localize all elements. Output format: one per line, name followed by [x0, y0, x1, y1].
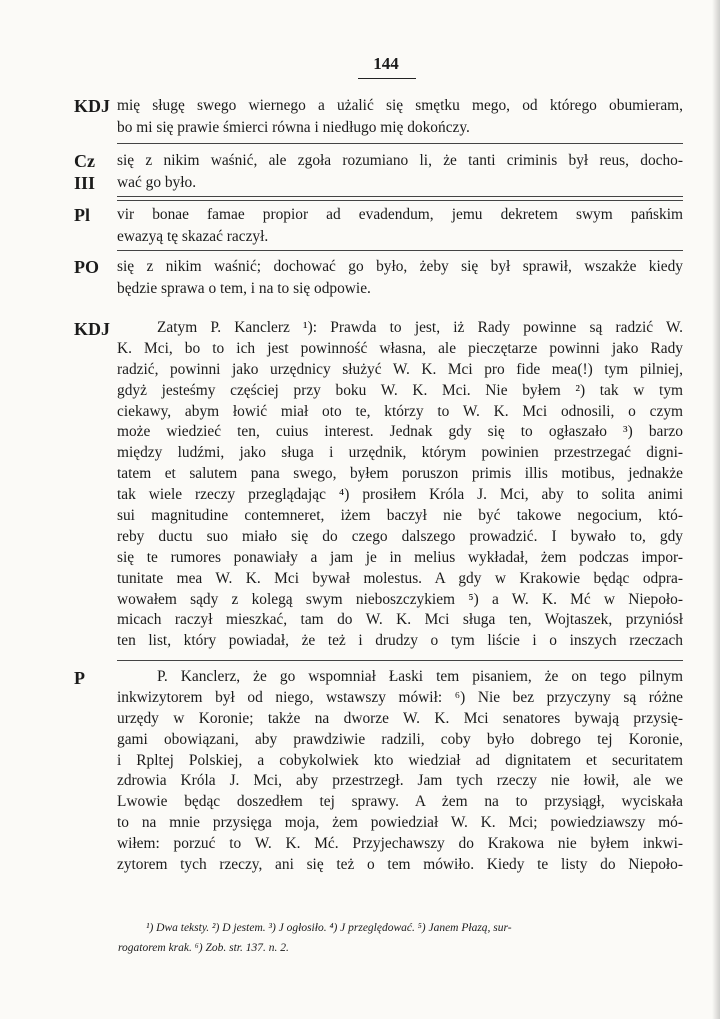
text-line: ten list, który powiadał, że też i drudzy o tym liście i o inszych rzeczach [117, 632, 683, 650]
text-line: wać go było. [117, 174, 197, 191]
variant-text-po [117, 256, 683, 300]
scan-edge-shadow [712, 0, 720, 1019]
main-text-kdj [117, 318, 683, 652]
text-line: P. Kanclerz, że go wspomniał Łaski tem pisaniem, że on tego pilnym [157, 668, 683, 685]
text-line: się te rumores ponawiały a jam je in melius wykładał, żem podczas impor- [117, 548, 683, 566]
text-line: to na mnie przysięga moja, żem powiedział W. K. Mci; powiedziawszy mó- [117, 814, 683, 832]
footnotes [118, 918, 684, 958]
siglum-kdj-variant [74, 95, 118, 117]
text-line: Zatym P. Kanclerz ¹): Prawda to jest, iż Rady powinne są radzić W. [157, 319, 683, 336]
text-line: się z nikim waśnić, ale zgoła rozumiano li, że tanti criminis był reus, docho- [117, 152, 683, 169]
siglum-po [74, 256, 118, 278]
variant-text-cz [117, 150, 683, 194]
text-line: mię sługę swego wiernego a użalić się smętku mego, od którego obumieram, [117, 97, 683, 114]
text-line: tak wiele rzeczy przeglądając ⁴) prosiłem Króla J. Mci, aby to solita animi [117, 486, 683, 504]
text-line: urzędy w Koronie; także na dworze W. K. Mci senatores bywają przysię- [117, 709, 683, 727]
text-line: będzie sprawa o tem, i na to się odpowie. [117, 280, 371, 297]
text-line: zdrowia Króla J. Mci, aby przestrzegł. Jam tych rzeczy nie łowił, ale we [117, 772, 683, 790]
page-number-underline [358, 78, 416, 79]
siglum-label: Cz [74, 151, 95, 171]
text-line: się z nikim waśnić; dochować go było, żeby się był sprawił, wszakże kiedy [117, 258, 683, 275]
siglum-cz-iii [74, 150, 118, 194]
footnote-line: ¹) Dwa teksty. ²) D jestem. ³) J ogłosiło. ⁴) J przeględować. ⁵) Janem Płazą, sur- [146, 922, 512, 934]
siglum-kdj-main [74, 318, 118, 340]
divider [117, 660, 683, 661]
siglum-label: PO [74, 257, 99, 277]
siglum-label: P [74, 668, 85, 688]
text-line: i Rpltej Polskiej, a cobykolwiek kto wiedział ad dignitatem et securitatem [117, 751, 683, 769]
text-line: wiłem: porzuć to W. K. Mć. Przyjechawszy do Krakowa nie byłem inkwi- [117, 835, 683, 853]
text-line: micach raczył mieszkać, tam do W. K. Mci sługa ten, Wojtaszek, przyniósł [117, 611, 683, 629]
siglum-label: KDJ [74, 96, 110, 116]
text-line: między ludźmi, jako sługa i urzędnik, którym powinien przestrzegać digni- [117, 444, 683, 462]
siglum-pl [74, 204, 118, 226]
text-line: tunitate mea W. K. Mci bywał molestus. A gdy w Krakowie będąc odpra- [117, 569, 683, 587]
text-line: K. Mci, bo to ich jest powinność własna, ale pieczętarze powinni jako Rady [117, 339, 683, 357]
siglum-label: KDJ [74, 319, 110, 339]
siglum-p [74, 667, 118, 689]
siglum-label: Pl [74, 205, 90, 225]
divider [117, 143, 683, 144]
text-line: Lwowie będąc doszedłem tej sprawy. A żem na to przysiągł, wyciskała [117, 793, 683, 811]
text-line: vir bonae famae propior ad evadendum, jemu dekretem swym pańskim [117, 206, 683, 223]
variant-text-kdj [117, 95, 683, 139]
variant-text-pl [117, 204, 683, 248]
text-line: tatem et salutem pana swego, byłem poruszon primis illis motibus, jednakże [117, 465, 683, 483]
divider [117, 196, 683, 201]
footnote-line: rogatorem krak. ⁶) Zob. str. 137. n. 2. [118, 942, 289, 954]
text-line: ewazyą tę skazać raczył. [117, 228, 269, 245]
text-line: gdyż jesteśmy częściej przy boku W. K. Mci. Nie byłem ²) tak w tym [117, 381, 683, 399]
text-line: sui magnitudine contemneret, iżem baczył nie być takowe negocium, któ- [117, 507, 683, 525]
divider [117, 250, 683, 251]
page-number: 144 [373, 54, 399, 73]
text-line: zytorem tych rzeczy, ani się też o tem mówiło. Kiedy te listy do Niepoło- [117, 856, 683, 874]
text-line: wowałem sądy z kolegą swym nieboszczykiem ⁵) a W. K. Mć w Niepoło- [117, 590, 683, 608]
text-line: może wiedzieć ten, cuius interest. Jednak gdy się to ogłaszało ³) barzo [117, 423, 683, 441]
text-line: reby ductu suo miało się do czego dalszego prowadzić. I bywało to, gdy [117, 527, 683, 545]
text-line: ciekawy, abym łowić miał oto te, którzy to W. K. Mci odnosili, o czym [117, 402, 683, 420]
main-text-p [117, 667, 683, 876]
text-line: radzić, powinni jako urzędnicy służyć W. K. Mci pro fide mea(!) tym pilniej, [117, 360, 683, 378]
siglum-label: III [74, 173, 96, 193]
text-line: inkwizytorem był od niego, wstawszy mówił: ⁶) Nie bez przyczyny są różne [117, 688, 683, 706]
text-line: bo mi się prawie śmierci równa i niedługo mię dokończy. [117, 119, 470, 136]
text-line: gami obowiązani, aby prawdziwie radzili, coby było dobrego tej Koronie, [117, 730, 683, 748]
